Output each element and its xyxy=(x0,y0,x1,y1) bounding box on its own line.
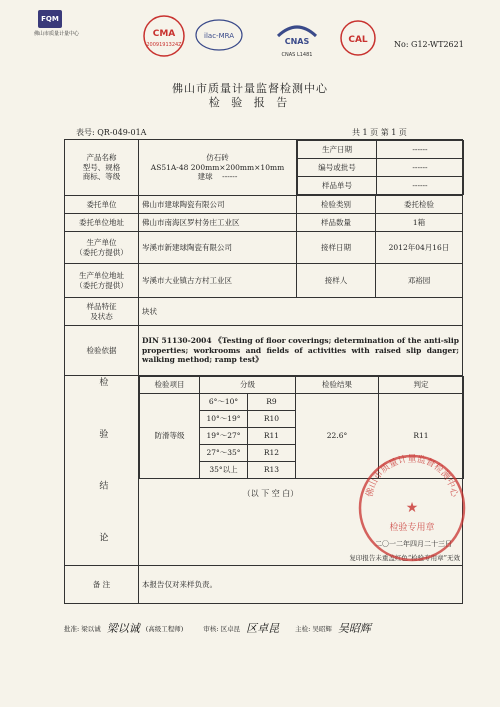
basis-value: DIN 51130-2004 《Testing of floor coverings; determination of the anti-slip properties; workrooms and fields of activities with raised slip danger; walking method; ramp test》 xyxy=(139,326,463,376)
client-value: 佛山市建球陶瓷有限公司 xyxy=(139,196,297,214)
receiver-value: 邓裕园 xyxy=(376,264,463,298)
receipt-date-value: 2012年04月16日 xyxy=(376,232,463,264)
svg-text:★: ★ xyxy=(405,500,419,516)
issuer-title: 佛山市质量计量监督检测中心 xyxy=(172,82,328,95)
grade-range: 6°～10° xyxy=(200,394,248,411)
approver-signature: 梁以诚 xyxy=(106,622,140,635)
producer-address-label: 生产单位地址 （委托方提供） xyxy=(65,264,139,298)
model-label: 型号、规格 xyxy=(82,162,121,172)
svg-text:检验专用章: 检验专用章 xyxy=(389,523,435,533)
svg-text:ilac-MRA: ilac-MRA xyxy=(204,32,234,40)
product-name-label: 产品名称 xyxy=(86,152,117,162)
judge-value: R11 xyxy=(379,394,464,479)
grade-class: R13 xyxy=(248,462,296,479)
reviewer-label: 审核: 区卓昆 xyxy=(203,624,241,633)
grade-range: 27°～35° xyxy=(200,445,248,462)
col-judge-header: 判定 xyxy=(379,377,464,394)
client-address-value: 佛山市南海区罗村务庄工业区 xyxy=(139,214,297,232)
sample-qty-label: 样品数量 xyxy=(297,214,376,232)
checker-label: 主检: 吴昭辉 xyxy=(295,624,332,633)
svg-text:佛山市质量计量监督检测中心: 佛山市质量计量监督检测中心 xyxy=(365,454,459,499)
cal-seal xyxy=(338,18,378,58)
svg-text:2009191324Z: 2009191324Z xyxy=(146,42,182,48)
col-result-header: 检验结果 xyxy=(296,377,379,394)
grade-range: 35°以上 xyxy=(200,462,248,479)
conclusion-label-cell xyxy=(65,376,139,566)
stamp-note: 复印报告未重盖红色“检验专用章”无效 xyxy=(349,553,460,562)
checker-signature: 吴昭辉 xyxy=(337,622,371,635)
cma-seal xyxy=(140,12,188,60)
approver-label: 批准: 梁以诚 xyxy=(64,624,101,633)
grade-class: R9 xyxy=(248,394,296,411)
trademark-label: 商标、等级 xyxy=(82,172,121,182)
issue-date: 二〇一二年四月二十三日 xyxy=(375,540,452,549)
col-grade-header: 分级 xyxy=(200,377,296,394)
page-count: 共 1 页 第 1 页 xyxy=(352,128,407,137)
product-row xyxy=(65,140,463,196)
grade-class: R11 xyxy=(248,428,296,445)
remark-label: 备 注 xyxy=(65,566,139,604)
grade-class: R10 xyxy=(248,411,296,428)
model-value: AS51A-48 200mm×200mm×10mm xyxy=(150,162,285,172)
document-number: No: G12-WT2621 xyxy=(394,40,464,49)
test-type-label: 检验类别 xyxy=(297,196,376,214)
svg-text:CNAS: CNAS xyxy=(284,37,310,46)
svg-text:CAL: CAL xyxy=(348,35,368,45)
product-meta-cell xyxy=(297,140,463,196)
product-name: 仿石砖 xyxy=(206,152,229,162)
fqm-logo-caption: 佛山市质量计量中心 xyxy=(34,31,80,37)
svg-text:CMA: CMA xyxy=(152,29,176,39)
producer-address-value: 岑溪市大业镇古方村工业区 xyxy=(139,264,297,298)
fqm-logo: FQM xyxy=(38,10,62,28)
production-date: ------ xyxy=(377,141,464,159)
grade-class: R12 xyxy=(248,445,296,462)
grade-range: 19°～27° xyxy=(200,428,248,445)
trademark-value: 建球 ------ xyxy=(197,172,238,182)
production-date-label: 生产日期 xyxy=(298,141,377,159)
product-values-cell xyxy=(139,140,297,196)
svg-text:CNAS L1481: CNAS L1481 xyxy=(281,52,313,58)
sample-no-label: 样品单号 xyxy=(298,177,377,195)
remark-value: 本报告仅对来样负责。 xyxy=(139,566,463,604)
producer-value: 岑溪市新建球陶瓷有限公司 xyxy=(139,232,297,264)
conclusion-label: 检 验 结 论 xyxy=(97,377,108,562)
cnas-logo xyxy=(272,14,322,64)
grade-range: 10°～19° xyxy=(200,411,248,428)
col-item-header: 检验项目 xyxy=(140,377,200,394)
ilac-mra-logo xyxy=(194,18,244,52)
batch-label: 编号或批号 xyxy=(298,159,377,177)
product-meta-table xyxy=(297,140,464,195)
client-address-label: 委托单位地址 xyxy=(65,214,139,232)
basis-label: 检验依据 xyxy=(65,326,139,376)
batch-value: ------ xyxy=(377,159,464,177)
approver-title: (高级工程师) xyxy=(145,624,184,633)
test-type-value: 委托检验 xyxy=(376,196,463,214)
signature-row xyxy=(64,620,464,636)
result-item: 防滑等级 xyxy=(140,394,200,479)
reviewer-signature: 区卓昆 xyxy=(246,622,280,635)
blank-marker: （以 下 空 白） xyxy=(242,489,299,498)
receipt-date-label: 接样日期 xyxy=(297,232,376,264)
client-label: 委托单位 xyxy=(65,196,139,214)
result-value: 22.6° xyxy=(296,394,379,479)
product-labels-cell xyxy=(65,140,139,196)
receiver-label: 接样人 xyxy=(297,264,376,298)
sample-feature-label: 样品特征 及状态 xyxy=(65,298,139,326)
report-title: 检 验 报 告 xyxy=(208,96,292,109)
producer-label: 生产单位 （委托方提供） xyxy=(65,232,139,264)
inspection-stamp xyxy=(356,452,468,564)
sample-qty-value: 1箱 xyxy=(376,214,463,232)
sample-no-value: ------ xyxy=(377,177,464,195)
sample-feature-value: 块状 xyxy=(139,298,463,326)
form-number: 表号: QR-049-01A xyxy=(76,128,147,137)
